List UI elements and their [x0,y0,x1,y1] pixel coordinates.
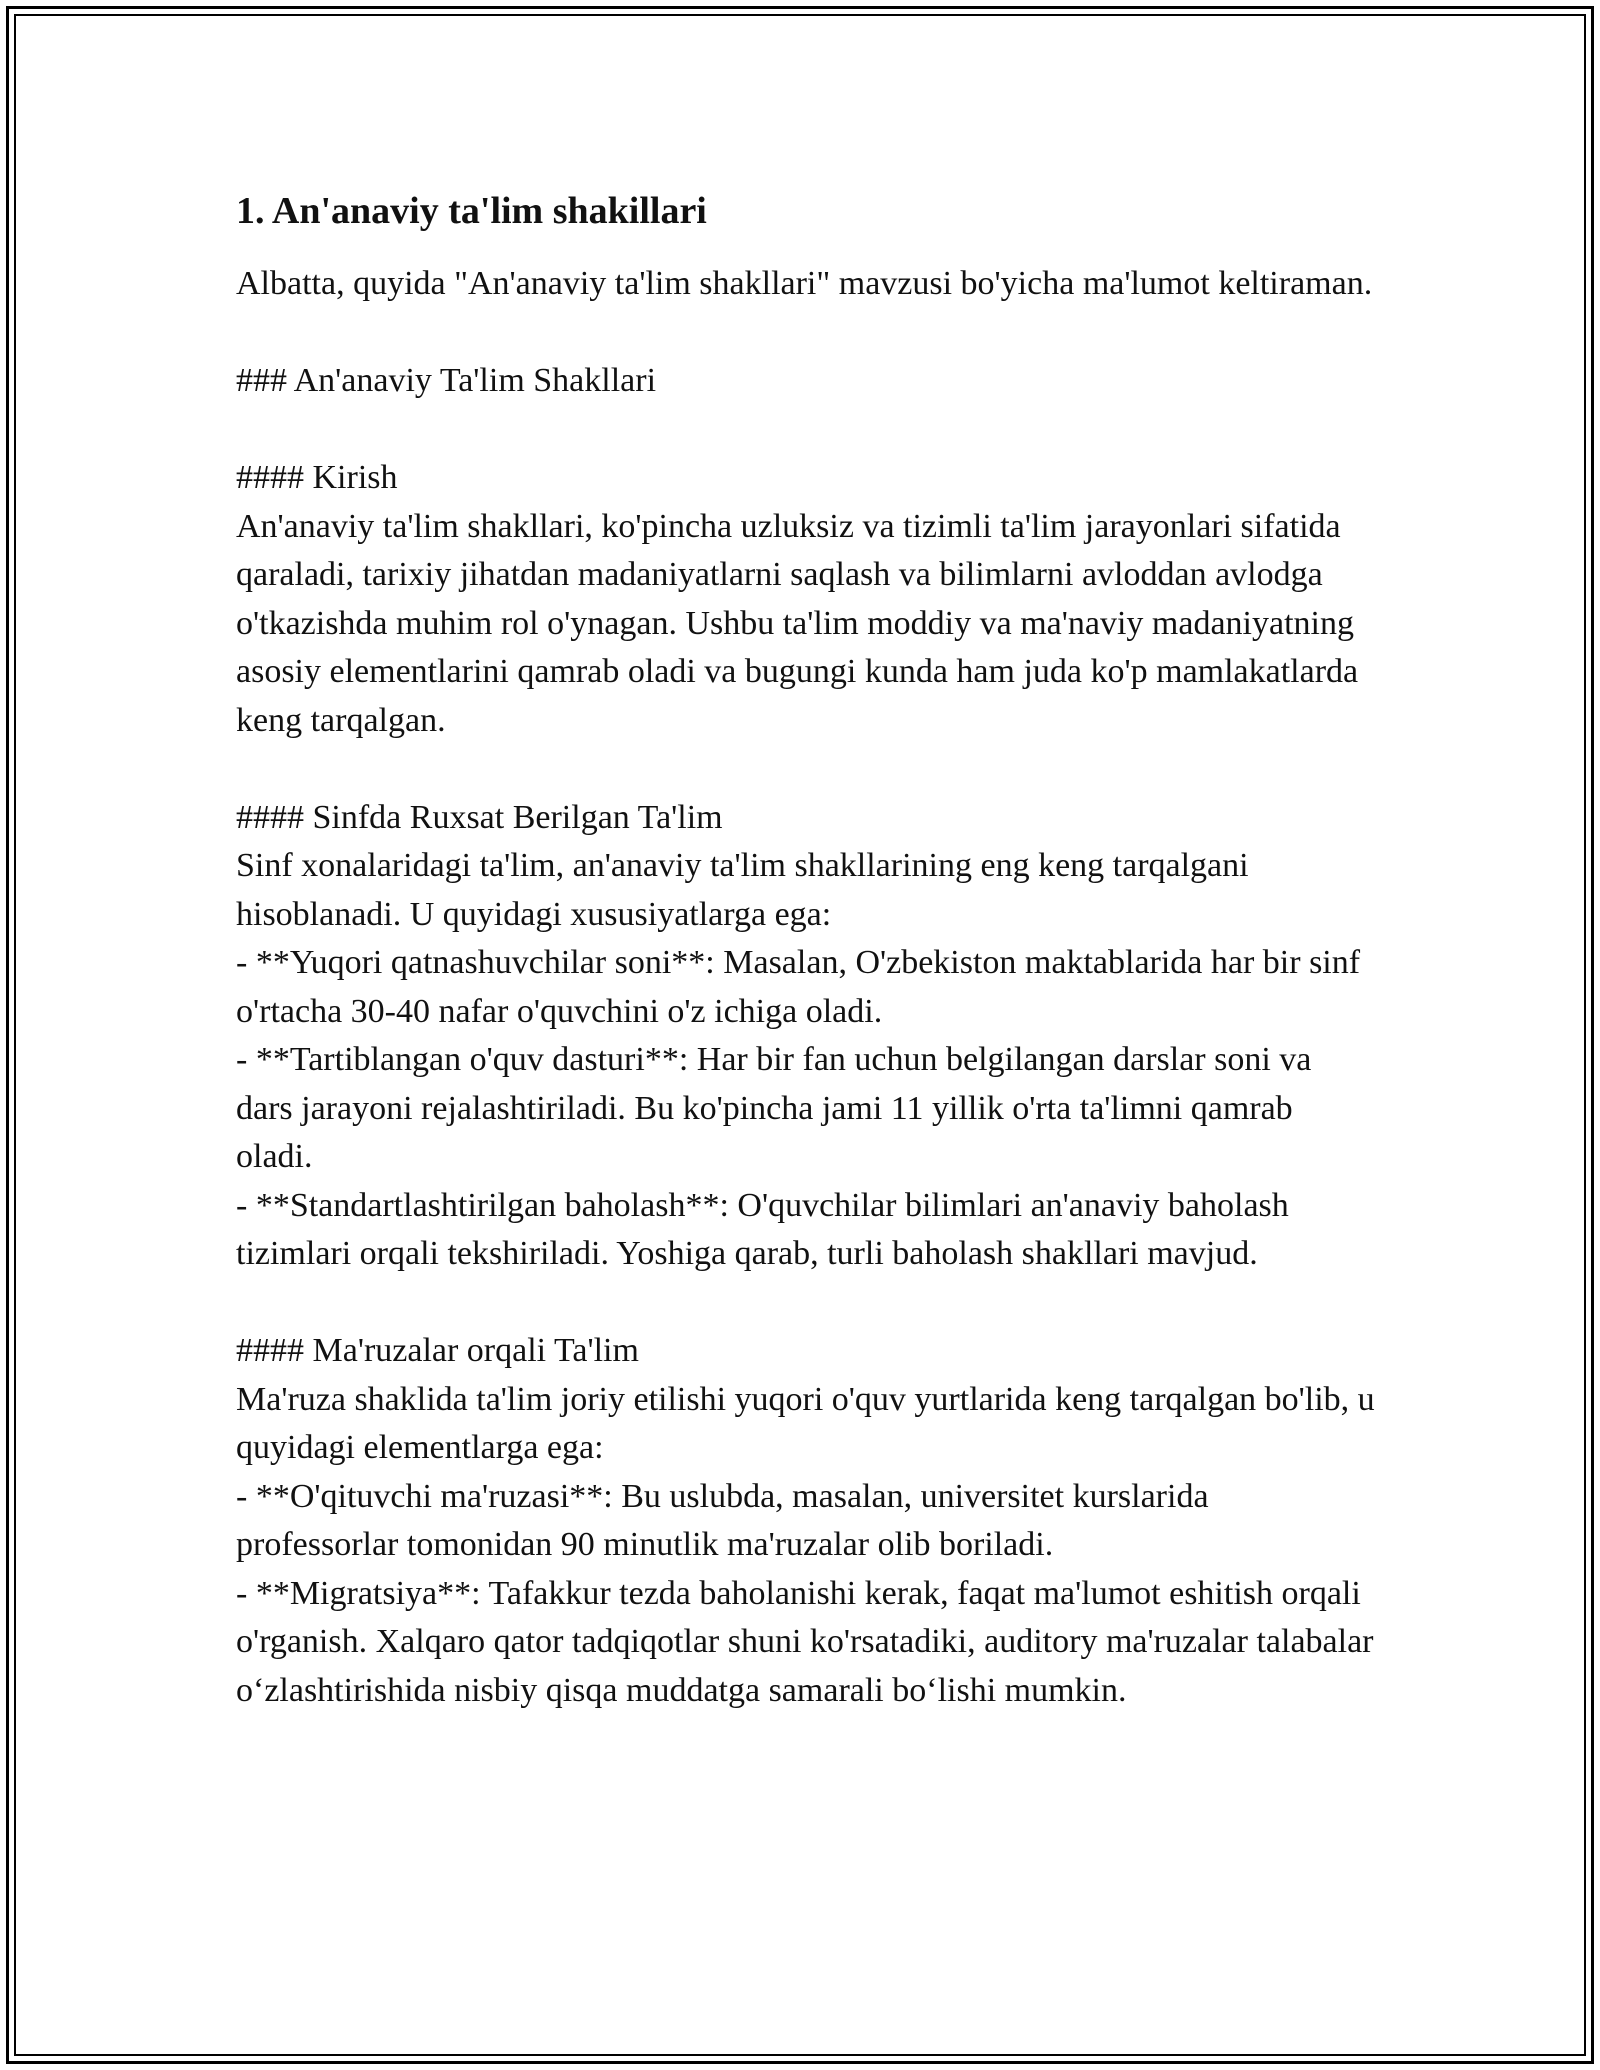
list-item: - **Standartlashtirilgan baholash**: O'quvchilar bilimlari an'anaviy baholash tizimlari orqali tekshiriladi. Yoshiga qarab, turli baholash shakllari mavjud. [236,1186,1289,1272]
spacer [236,745,1376,794]
list-item: - **Yuqori qatnashuvchilar soni**: Masalan, O'zbekiston maktablarida har bir sinf o'rtacha 30-40 nafar o'quvchini o'z ichiga oladi. [236,944,1361,1030]
list-item: - **O'qituvchi ma'ruzasi**: Bu uslubda, masalan, universitet kurslarida professorlar tomonidan 90 minutlik ma'ruzalar olib boriladi. [236,1477,1209,1563]
maruza-paragraph: Ma'ruza shaklida ta'lim joriy etilishi yuqori o'quv yurtlarida keng tarqalgan bo'lib, u quyidagi elementlarga ega: [236,1380,1375,1466]
kirish-heading: #### Kirish [236,459,398,496]
main-heading: ### An'anaviy Ta'lim Shakllari [236,362,657,399]
maruza-heading: #### Ma'ruzalar orqali Ta'lim [236,1332,639,1369]
document-title: 1. An'anaviy ta'lim shakillari [236,190,707,232]
sinf-paragraph: Sinf xonalaridagi ta'lim, an'anaviy ta'lim shakllarining eng keng tarqalgani hisoblanadi. U quyidagi xususiyatlarga ega: [236,847,1249,933]
sinf-heading: #### Sinfda Ruxsat Berilgan Ta'lim [236,798,723,836]
intro-paragraph: Albatta, quyida "An'anaviy ta'lim shakllari" mavzusi bo'yicha ma'lumot keltiraman. [236,265,1373,302]
list-item: - **Migratsiya**: Tafakkur tezda baholanishi kerak, faqat ma'lumot eshitish orqali o'rganish. Xalqaro qator tadqiqotlar shuni ko'rsatadiki, auditory ma'ruzalar talabalar o‘zlashtirishida nisbiy qisqa muddatga samarali bo‘lishi mumkin. [236,1574,1374,1709]
spacer [236,1279,1376,1328]
list-item: - **Tartiblangan o'quv dasturi**: Har bir fan uchun belgilangan darslar soni va dars jarayoni rejalashtiriladi. Bu ko'pincha jami 11 yillik o'rta ta'limni qamrab oladi. [236,1041,1312,1175]
document-body [236,185,1376,1715]
spacer [236,406,1376,455]
kirish-paragraph: An'anaviy ta'lim shakllari, ko'pincha uzluksiz va tizimli ta'lim jarayonlari sifatida qaraladi, tarixiy jihatdan madaniyatlarni saqlash va bilimlarni avloddan avlodga o'tkazishda muhim rol o'ynagan. Ushbu ta'lim moddiy va ma'naviy madaniyatning asosiy elementlarini qamrab oladi va bugungi kunda ham juda ko'p mamlakatlarda keng tarqalgan. [236,507,1359,739]
spacer [236,309,1376,358]
